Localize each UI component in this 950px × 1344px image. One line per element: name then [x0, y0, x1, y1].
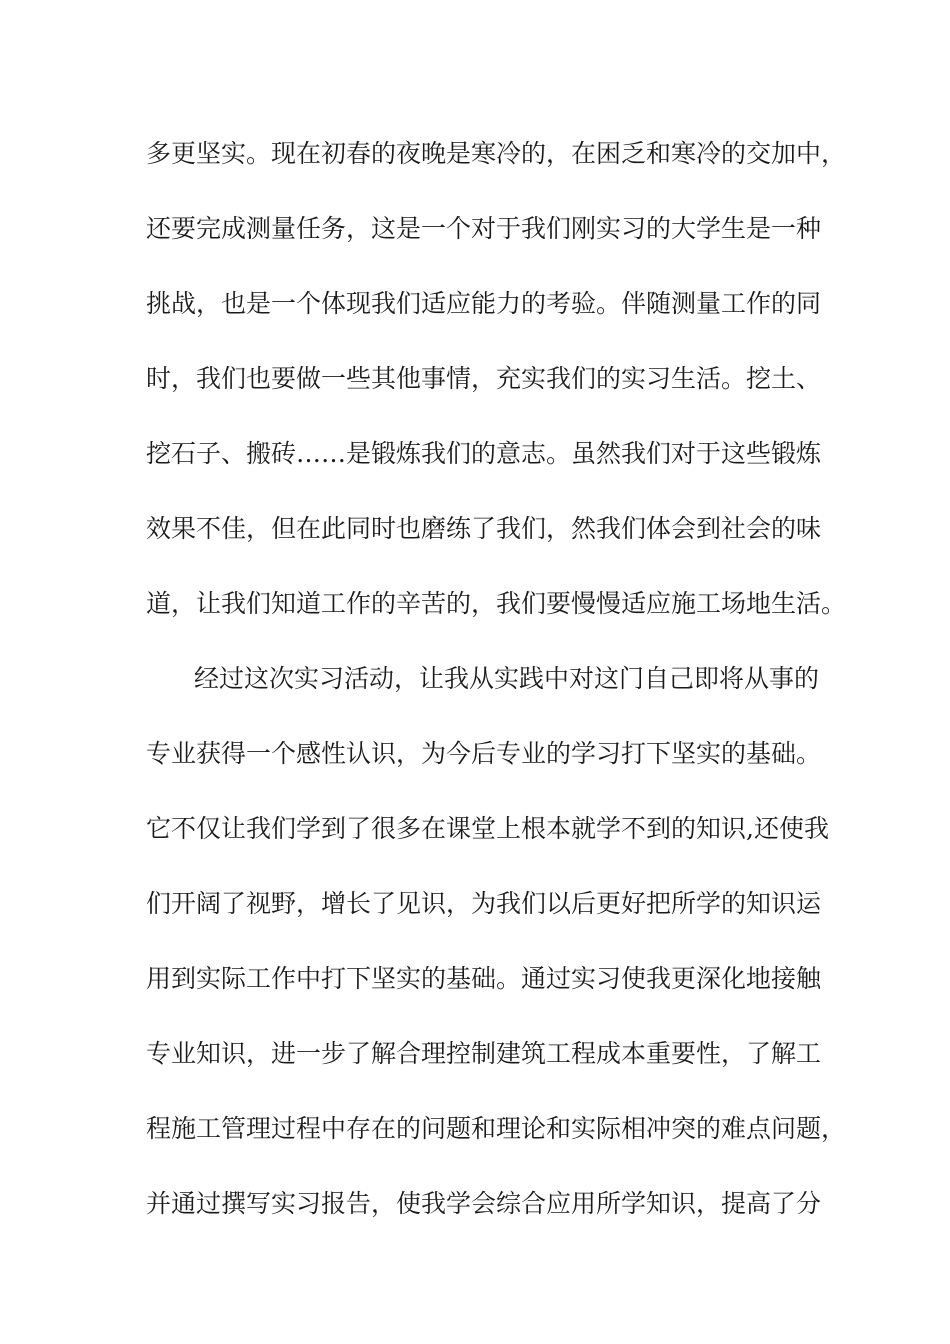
paragraph-line: 还要完成测量任务，这是一个对于我们刚实习的大学生是一种 — [146, 214, 822, 243]
paragraph-line: 专业知识，进一步了解合理控制建筑工程成本重要性，了解工 — [146, 1039, 822, 1068]
paragraph-line: 专业获得一个感性认识，为今后专业的学习打下坚实的基础。 — [146, 739, 822, 768]
paragraph-line: 们开阔了视野，增长了见识，为我们以后更好把所学的知识运 — [146, 889, 822, 918]
paragraph-line: 道，让我们知道工作的辛苦的，我们要慢慢适应施工场地生活。 — [146, 589, 847, 618]
paragraph-line: 挑战，也是一个体现我们适应能力的考验。伴随测量工作的同 — [146, 289, 822, 318]
paragraph-line: 并通过撰写实习报告，使我学会综合应用所学知识，提高了分 — [146, 1189, 822, 1218]
paragraph-line: 用到实际工作中打下坚实的基础。通过实习使我更深化地接触 — [146, 964, 822, 993]
paragraph-line: 挖石子、搬砖……是锻炼我们的意志。虽然我们对于这些锻炼 — [146, 439, 822, 468]
paragraph-line: 效果不佳，但在此同时也磨练了我们，然我们体会到社会的味 — [146, 514, 822, 543]
paragraph-line: 它不仅让我们学到了很多在课堂上根本就学不到的知识,还使我 — [146, 814, 829, 843]
paragraph-line: 程施工管理过程中存在的问题和理论和实际相冲突的难点问题， — [146, 1114, 847, 1143]
paragraph-line: 多更坚实。现在初春的夜晚是寒冷的，在困乏和寒冷的交加中， — [146, 139, 847, 168]
paragraph-first-line: 经过这次实习活动，让我从实践中对这门自己即将从事的 — [194, 664, 820, 693]
paragraph-line: 时，我们也要做一些其他事情，充实我们的实习生活。挖土、 — [146, 364, 822, 393]
